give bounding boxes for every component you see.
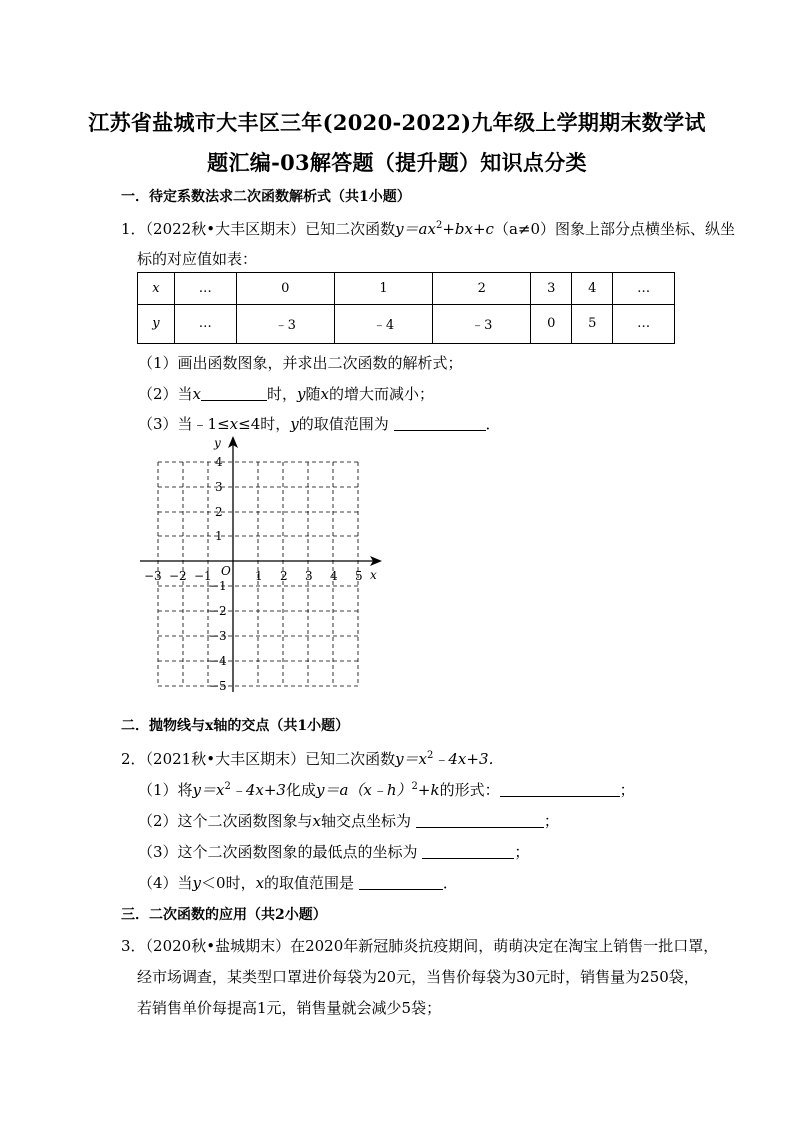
table-cell: …: [174, 304, 236, 343]
section-heading-1: 一．待定系数法求二次函数解析式（共1小题）: [121, 189, 411, 205]
origin-label: O: [221, 564, 231, 578]
q1-intro-line2: 标的对应值如表：: [137, 250, 258, 268]
q1-sub1: （1）画出函数图象，并求出二次函数的解析式；: [138, 354, 463, 372]
section-heading-3: 三．二次函数的应用（共2小题）: [121, 907, 327, 923]
table-cell: 0: [531, 304, 572, 343]
y-tick-label: −2: [209, 604, 227, 618]
y-tick-label: 4: [215, 455, 223, 469]
table-cell: …: [613, 273, 675, 305]
document-title-line2: 题汇编-03解答题（提升题）知识点分类: [207, 150, 587, 175]
y-tick-label: −5: [209, 679, 227, 693]
q1-intro-line1: 1．（2022秋•大丰区期末）已知二次函数$y=ax^2+bx+c(a\ne 0)$图象上部分点横坐标、纵坐: [121, 220, 736, 238]
q2-sub4: （4）当y＜0时，x的取值范围是 ．: [138, 874, 458, 892]
q3-line2: 经市场调查，某类型口罩进价每袋为20元，当售价每袋为30元时，销售量为250袋，: [137, 968, 699, 986]
table-cell: x: [138, 273, 175, 305]
q2-sub4-answer-blank[interactable]: [359, 875, 443, 890]
y-tick-label: −4: [209, 654, 227, 668]
section-heading-2: 二．抛物线与x轴的交点（共1小题）: [121, 718, 350, 734]
q3-line1: 3．（2020秋•盐城期末）在2020年新冠肺炎抗疫期间，萌萌决定在淘宝上销售一批口罩，: [121, 937, 719, 955]
x-tick-label: −3: [144, 569, 162, 583]
table-cell: 0: [236, 273, 334, 305]
q1-value-table: [137, 272, 675, 344]
table-cell: 3: [531, 273, 572, 305]
table-cell: 1: [334, 273, 432, 305]
x-tick-label: 1: [255, 569, 263, 583]
y-tick-label: 2: [215, 505, 223, 519]
table-cell: …: [613, 304, 675, 343]
coordinate-grid: [130, 430, 390, 700]
q2-intro: 2．（2021秋•大丰区期末）已知二次函数$y=x^2﹣4x+3$．: [121, 750, 504, 768]
table-row-y: [138, 304, 675, 343]
y-tick-label: −1: [209, 579, 227, 593]
q2-sub1-answer-blank[interactable]: [500, 782, 620, 797]
q3-line3: 若销售单价每提高1元，销售量就会减少5袋；: [137, 999, 442, 1017]
x-tick-label: 5: [355, 569, 363, 583]
q2-sub2-answer-blank[interactable]: [416, 813, 544, 828]
document-title-line1: 江苏省盐城市大丰区三年(2020-2022)九年级上学期期末数学试: [88, 110, 706, 135]
x-tick-label: −2: [169, 569, 187, 583]
q2-sub3-answer-blank[interactable]: [422, 844, 514, 859]
table-cell: ﹣4: [334, 304, 432, 343]
table-cell: ﹣3: [433, 304, 531, 343]
x-tick-label: −1: [194, 569, 212, 583]
q1-sub2-answer-blank[interactable]: [201, 386, 267, 401]
y-axis-label: y: [214, 436, 221, 450]
x-tick-label: 4: [330, 569, 338, 583]
table-cell: 2: [433, 273, 531, 305]
table-cell: 5: [572, 304, 613, 343]
q1-sub3-answer-blank[interactable]: [394, 416, 486, 431]
q1-sub3: （3）当﹣1≤x≤4时，y的取值范围为 ．: [138, 415, 501, 433]
y-tick-label: −3: [209, 629, 227, 643]
q1-sub2: （2）当x 时，y随x的增大而减小；: [138, 385, 435, 403]
y-tick-label: 3: [215, 480, 223, 494]
x-tick-labels: [144, 569, 363, 583]
q2-sub3: （3）这个二次函数图象的最低点的坐标为 ；: [138, 843, 530, 861]
table-cell: …: [174, 273, 236, 305]
table-cell: ﹣3: [236, 304, 334, 343]
q2-sub1: （1）将$y=x^2﹣4x+3$化成y＝a（x﹣h）$^2$+k的形式： ；: [138, 781, 635, 799]
x-tick-label: 2: [280, 569, 288, 583]
q2-sub2: （2）这个二次函数图象与x轴交点坐标为 ；: [138, 812, 559, 830]
table-cell: y: [138, 304, 175, 343]
x-tick-label: 3: [305, 569, 313, 583]
x-axis-label: x: [370, 568, 377, 582]
table-row-x: [138, 273, 675, 305]
table-cell: 4: [572, 273, 613, 305]
y-tick-label: 1: [215, 529, 223, 543]
